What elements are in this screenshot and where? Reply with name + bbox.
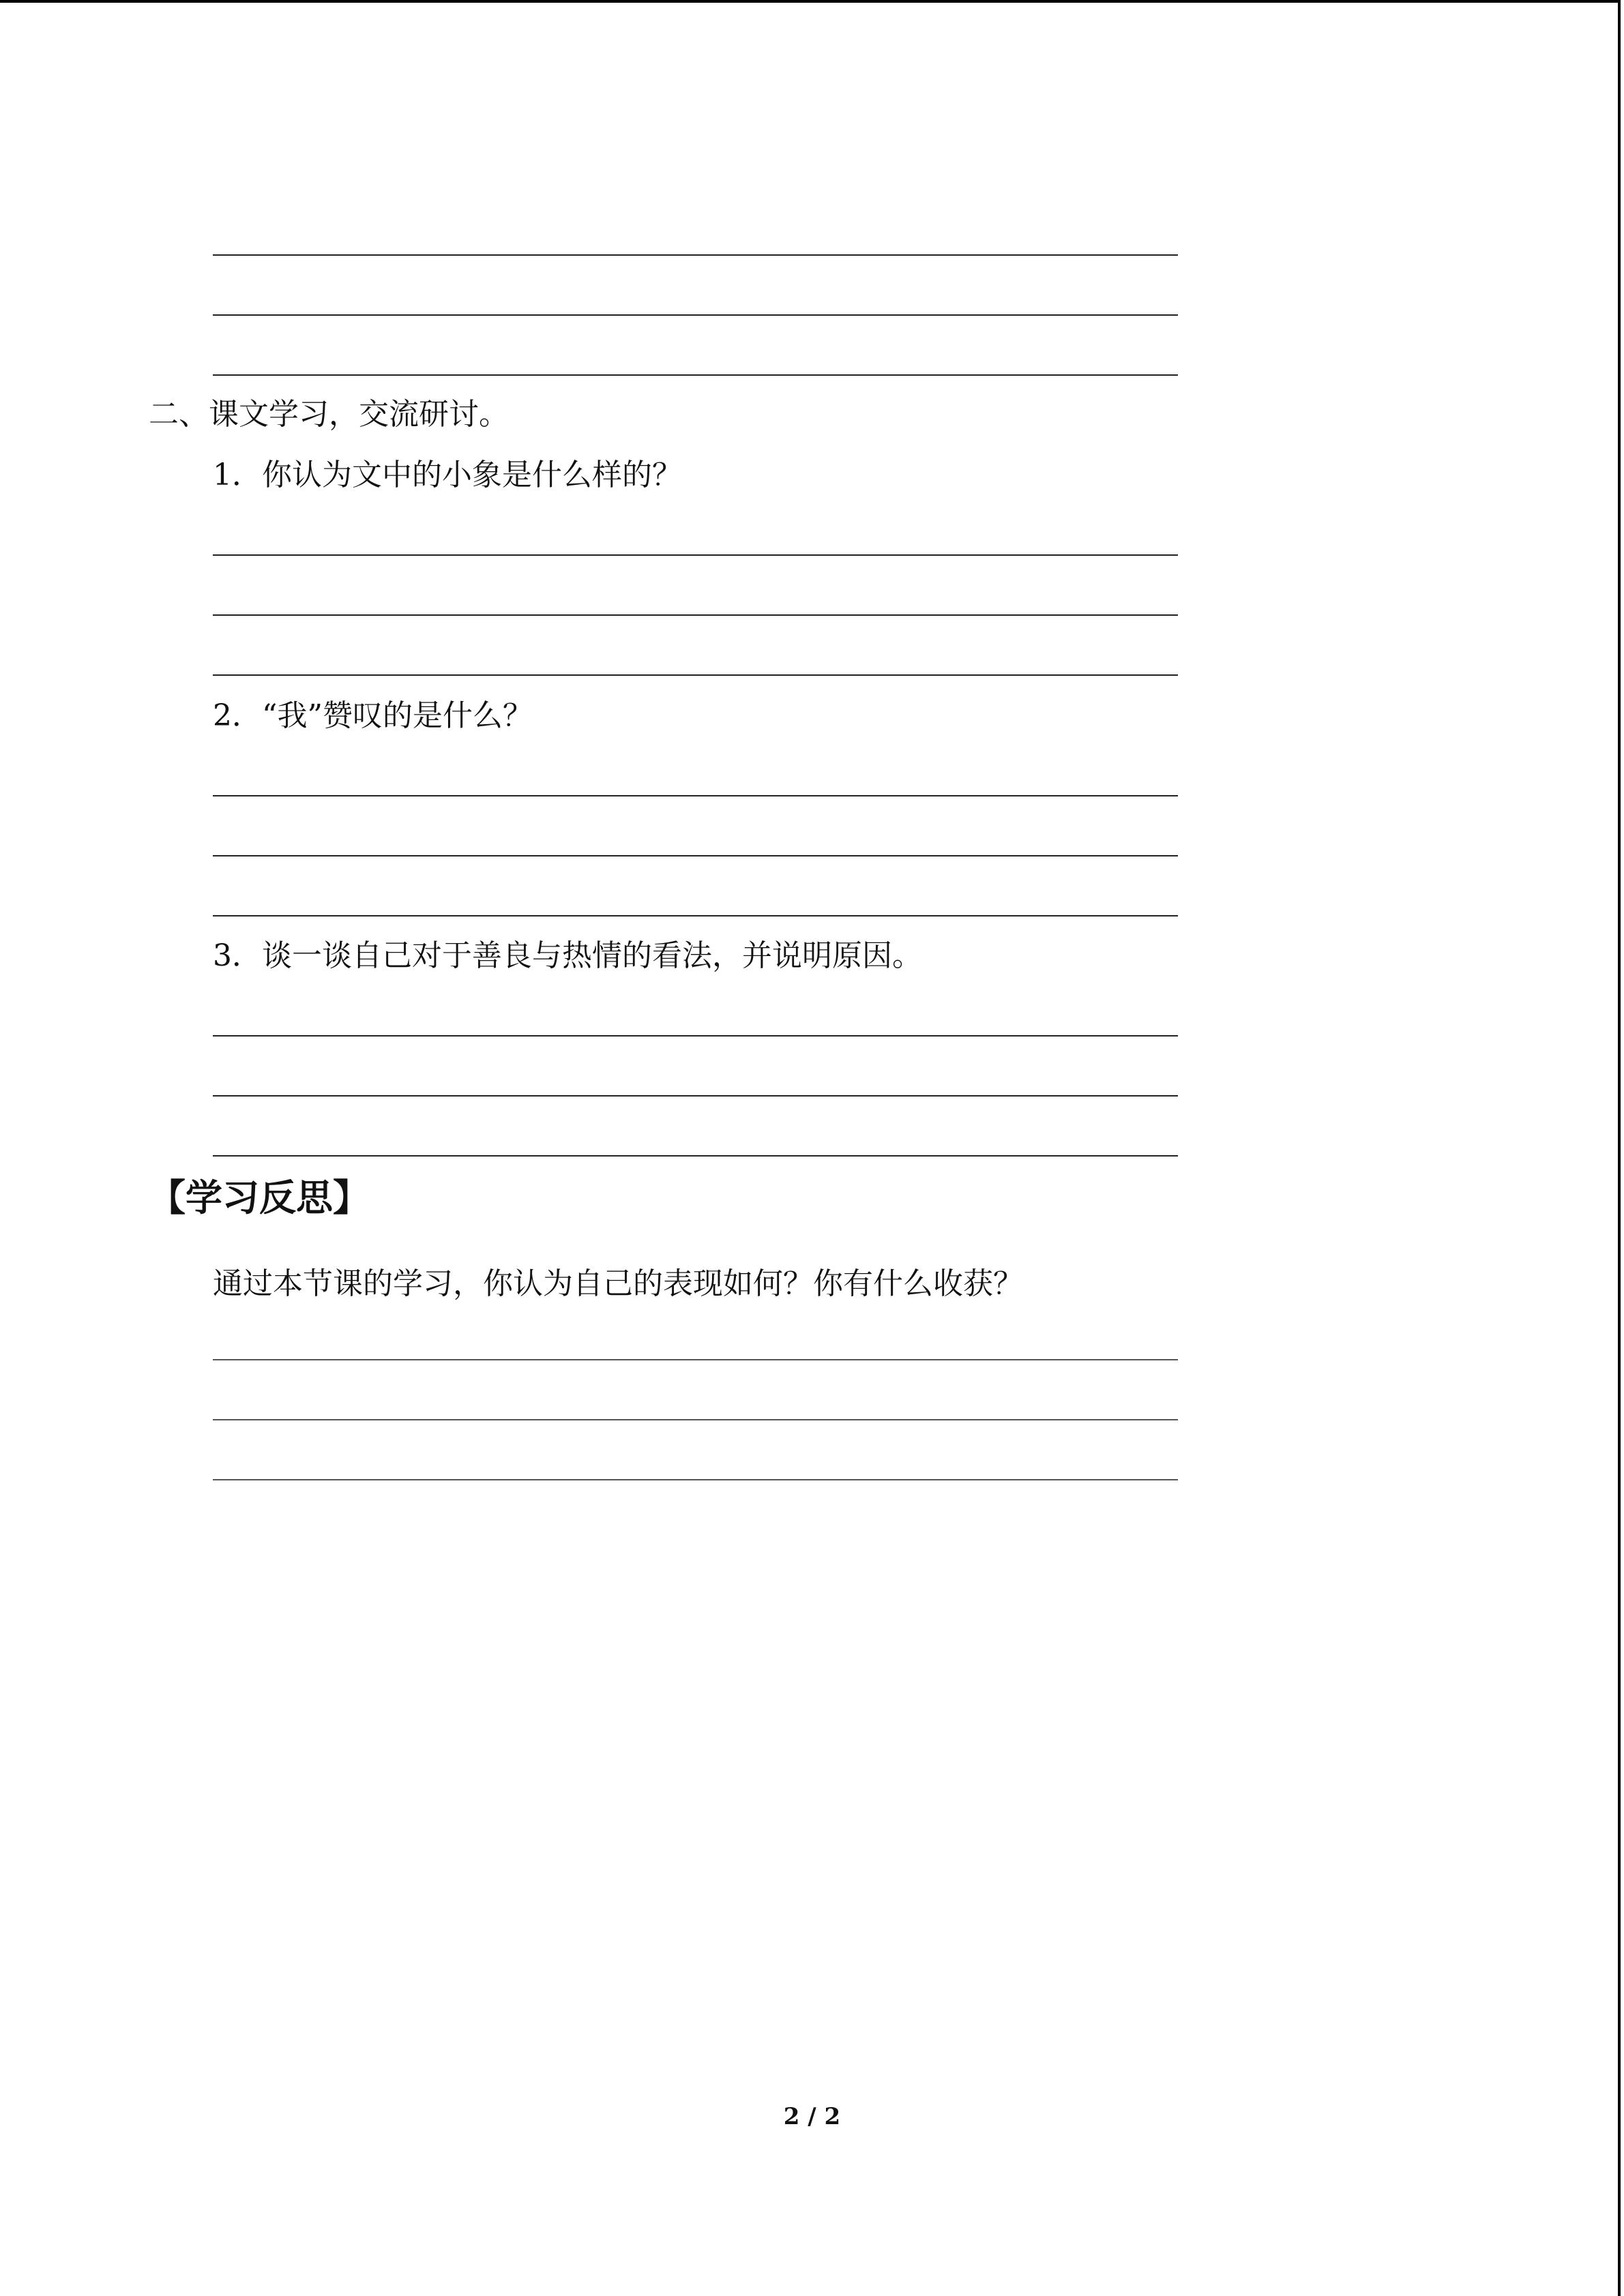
answer-line-q3-1[interactable] xyxy=(213,1035,1178,1037)
answer-line-q2-3[interactable] xyxy=(213,915,1178,916)
page-number: 2 / 2 xyxy=(783,2103,841,2130)
answer-line-prev-1[interactable] xyxy=(213,254,1178,256)
answer-line-reflection-1[interactable] xyxy=(213,1359,1178,1360)
answer-line-reflection-2[interactable] xyxy=(213,1419,1178,1420)
question-2: 2．“我”赞叹的是什么？ xyxy=(213,698,533,733)
answer-line-reflection-3[interactable] xyxy=(213,1479,1178,1480)
answer-line-q2-2[interactable] xyxy=(213,855,1178,856)
answer-line-q3-2[interactable] xyxy=(213,1095,1178,1097)
answer-line-q1-2[interactable] xyxy=(213,614,1178,616)
answer-line-prev-2[interactable] xyxy=(213,314,1178,316)
question-3: 3．谈一谈自己对于善良与热情的看法，并说明原因。 xyxy=(213,938,922,973)
answer-line-q3-3[interactable] xyxy=(213,1155,1178,1157)
answer-line-q1-1[interactable] xyxy=(213,554,1178,556)
answer-line-prev-3[interactable] xyxy=(213,374,1178,376)
question-1: 1．你认为文中的小象是什么样的？ xyxy=(213,458,682,492)
section-heading: 二、课文学习，交流研讨。 xyxy=(149,397,509,432)
answer-line-q1-3[interactable] xyxy=(213,674,1178,676)
reflection-title: 【学习反思】 xyxy=(149,1176,370,1219)
reflection-prompt: 通过本节课的学习，你认为自己的表现如何？你有什么收获？ xyxy=(213,1266,1023,1301)
answer-line-q2-1[interactable] xyxy=(213,795,1178,796)
